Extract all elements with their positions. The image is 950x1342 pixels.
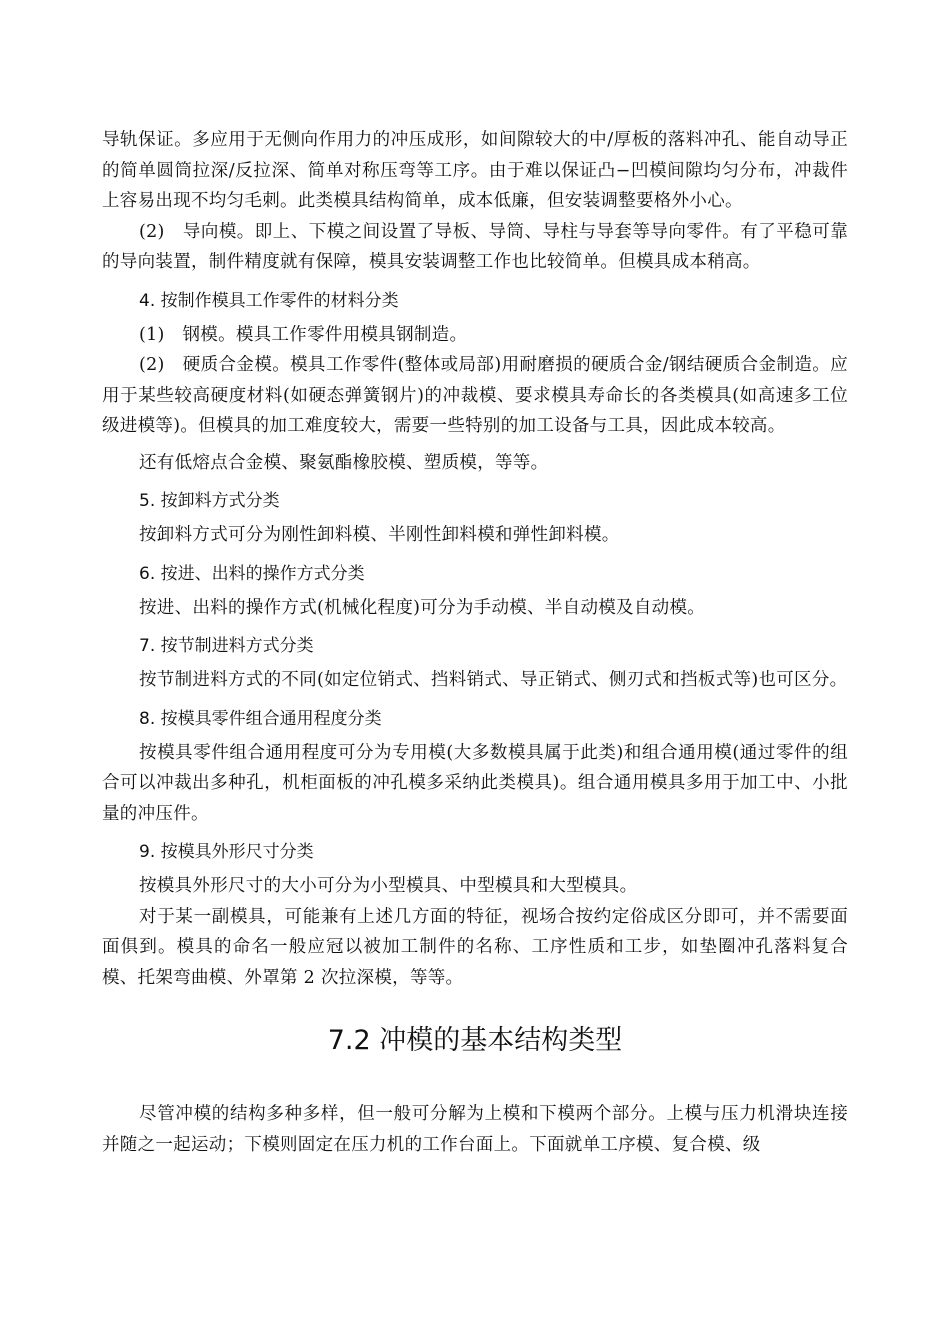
paragraph-steel-die: (1) 钢模。模具工作零件用模具钢制造。	[139, 324, 468, 345]
paragraph-carbide-die: (2) 硬质合金模。模具工作零件(整体或局部)用耐磨损的硬质合金/钢结硬质合金制造。应用于某些较高硬度材料(如硬态弹簧钢片)的冲裁模、要求模具寿命长的各类模具(如高速多工位级进模等)。但模具的加工难度较大，需要一些特别的加工设备与工具，因此成本较高。	[102, 355, 848, 436]
heading-universality-classification: 8. 按模具零件组合通用程度分类	[139, 708, 382, 729]
paragraph-guided-die: (2) 导向模。即上、下模之间设置了导板、导筒、导柱与导套等导向零件。有了平稳可靠的导向装置，制件精度就有保障，模具安装调整工作也比较简单。但模具成本稍高。	[102, 221, 848, 272]
section-title: 7.2 冲模的基本结构类型	[327, 1025, 623, 1056]
heading-size-classification: 9. 按模具外形尺寸分类	[139, 842, 314, 862]
paragraph-size: 按模具外形尺寸的大小可分为小型模具、中型模具和大型模具。	[139, 876, 638, 896]
paragraph-feeding-operation: 按进、出料的操作方式(机械化程度)可分为手动模、半自动模及自动模。	[139, 597, 706, 618]
paragraph-continued: 导轨保证。多应用于无侧向作用力的冲压成形，如间隙较大的中/厚板的落料冲孔、能自动导正的简单圆筒拉深/反拉深、简单对称压弯等工序。由于难以保证凸−凹模间隙均匀分布，冲裁件上容易出现不均匀毛刺。此类模具结构简单，成本低廉，但安装调整要格外小心。	[102, 130, 848, 211]
paragraph-structure-intro: 尽管冲模的结构多种多样，但一般可分解为上模和下模两个部分。上模与压力机滑块连接并随之一起运动；下模则固定在压力机的工作台面上。下面就单工序模、复合模、级	[102, 1104, 848, 1155]
paragraph-unloading: 按卸料方式可分为刚性卸料模、半刚性卸料模和弹性卸料模。	[139, 525, 620, 545]
paragraph-other-dies: 还有低熔点合金模、聚氨酯橡胶模、塑质模，等等。	[139, 452, 549, 473]
heading-feeding-operation-classification: 6. 按进、出料的操作方式分类	[139, 563, 365, 584]
paragraph-feed-control: 按节制进料方式的不同(如定位销式、挡料销式、导正销式、侧刃式和挡板式等)也可区分。	[139, 670, 848, 690]
heading-feed-control-classification: 7. 按节制进料方式分类	[139, 636, 314, 656]
heading-unloading-classification: 5. 按卸料方式分类	[139, 491, 280, 511]
paragraph-universality: 按模具零件组合通用程度可分为专用模(大多数模具属于此类)和组合通用模(通过零件的组合可以冲裁出多种孔，机柜面板的冲孔模多采纳此类模具)。组合通用模具多用于加工中、小批量的冲压件。	[102, 742, 848, 824]
heading-material-classification: 4. 按制作模具工作零件的材料分类	[139, 290, 399, 311]
paragraph-naming: 对于某一副模具，可能兼有上述几方面的特征，视场合按约定俗成区分即可，并不需要面面俱到。模具的命名一般应冠以被加工制件的名称、工序性质和工步，如垫圈冲孔落料复合模、托架弯曲模、外罩第 2 次拉深模，等等。	[102, 906, 848, 988]
